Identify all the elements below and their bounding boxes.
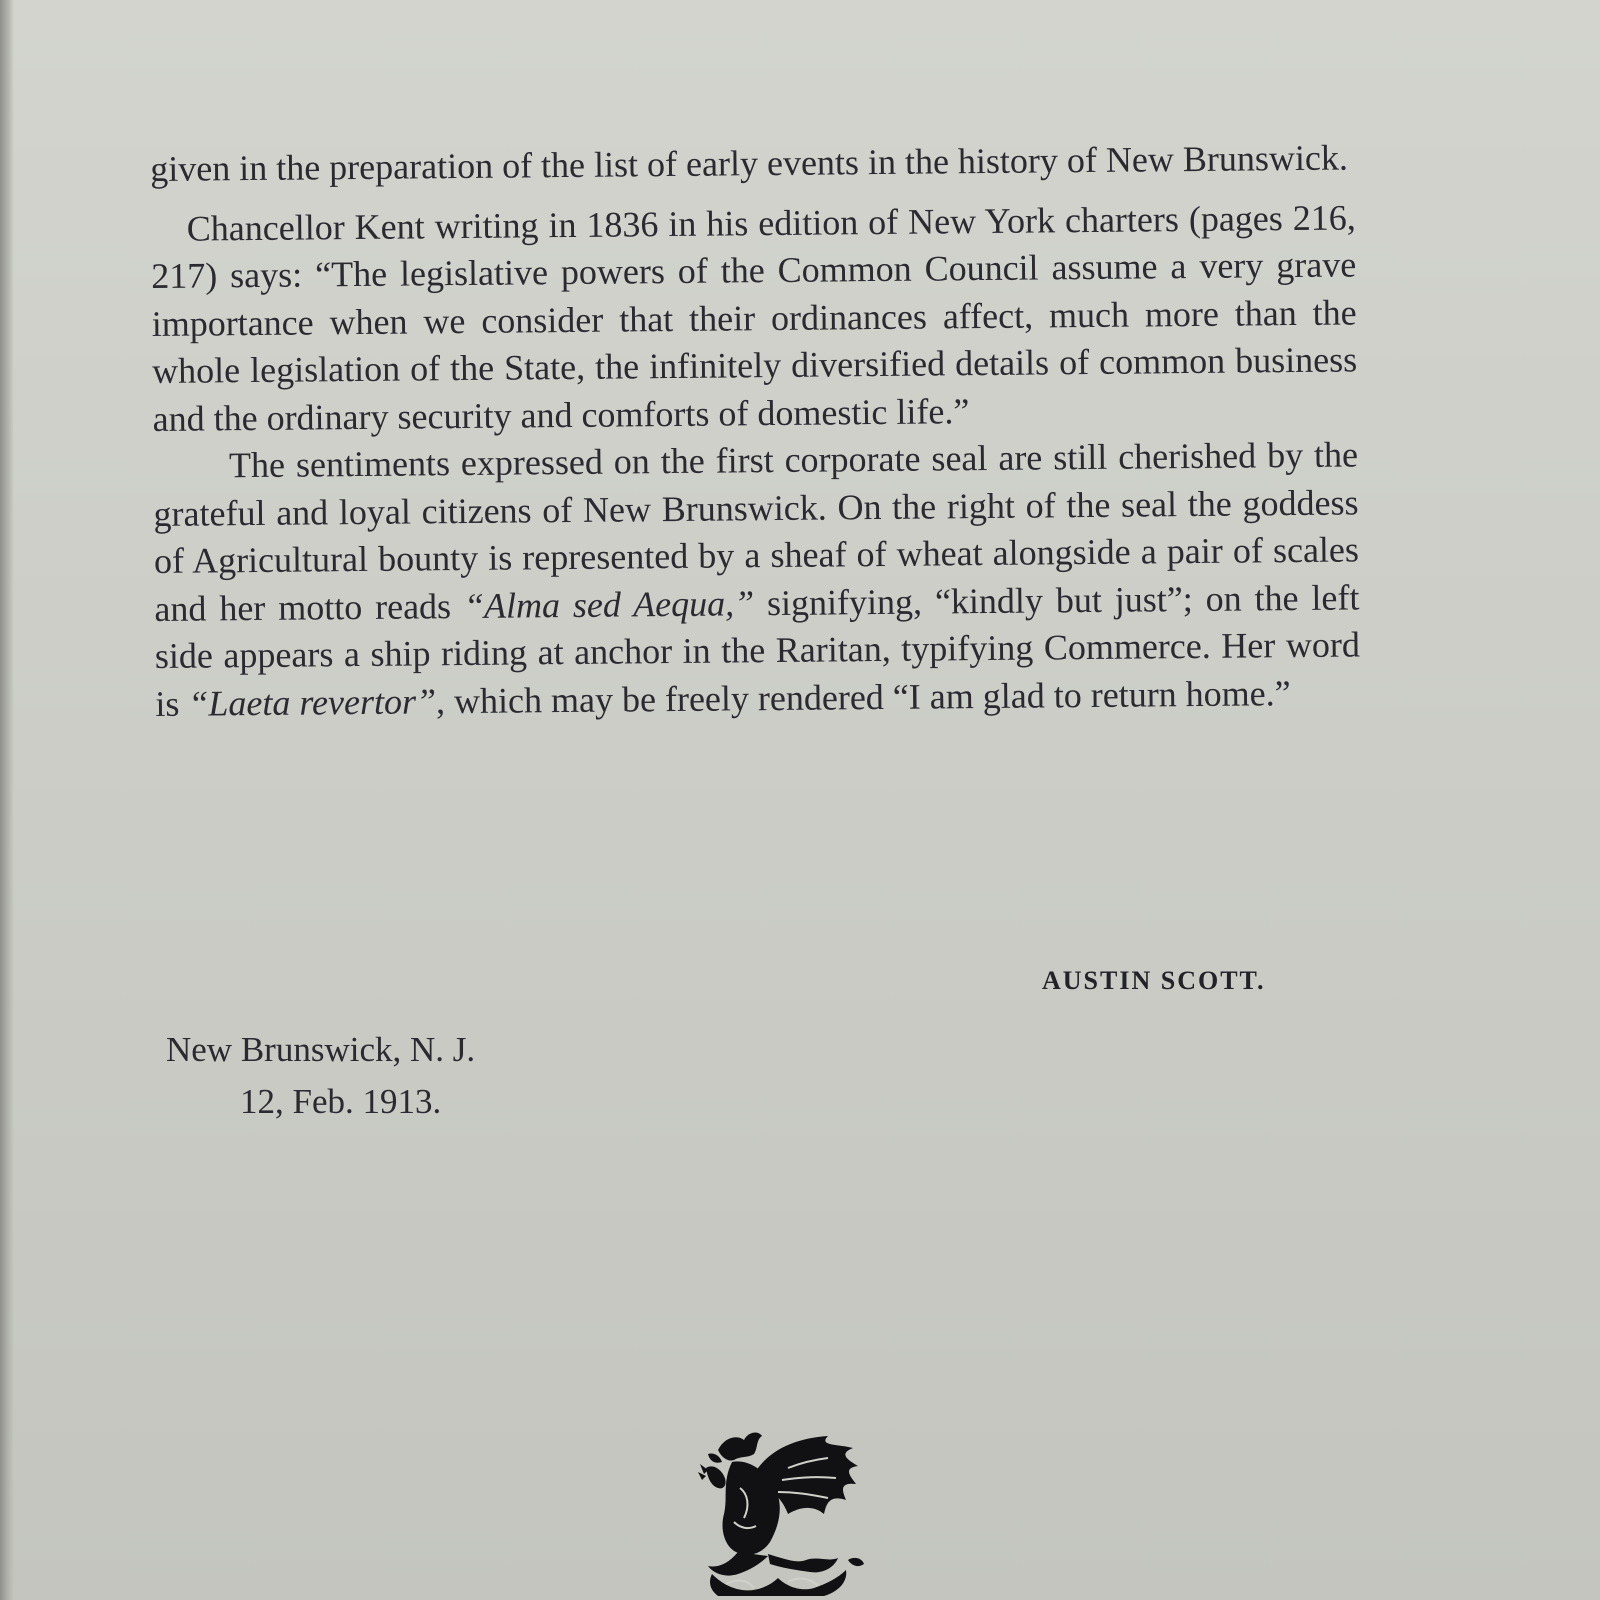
paragraph-3-part-3: , which may be freely rendered “I am glad to return home.” — [435, 672, 1291, 721]
paragraph-2: Chancellor Kent writing in 1836 in his edition of New York charters (pages 216, 217) says: “The legislative powers of the Common Council assume a very grave importance when we consider that their ordinances affect, much more than the whole legislation of the State, the infinitely diversified details of common business and the ordinary security and comforts of domestic life.” — [151, 196, 1358, 439]
body-text — [150, 134, 1361, 728]
paragraph-3-part-2: signifying, “kindly but just”; on the left side appears a ship riding at anchor in the Raritan, typifying Commerce. Her word is — [154, 576, 1361, 724]
place-line: New Brunswick, N. J. — [166, 1030, 476, 1069]
motto-laeta-revertor: “Laeta revertor” — [188, 680, 437, 724]
motto-alma-sed-aequa: “Alma sed Aequa,” — [463, 582, 755, 626]
griffin-emblem-icon — [678, 1428, 868, 1600]
page-edge-shadow — [0, 0, 14, 1600]
paragraph-1: given in the preparation of the list of early events in the history of New Brunswick. — [150, 137, 1349, 189]
paragraph-3-part-1: The sentiments expressed on the first corporate seal are still cherished by the grateful and loyal citizens of New Brunswick. On the right of the seal the goddess of Agricultural bounty is represented by a sheaf of wheat alongside a pair of scales and her motto reads — [153, 434, 1360, 629]
date-line: 12, Feb. 1913. — [240, 1082, 442, 1121]
paragraph-3 — [153, 431, 1361, 728]
author-signature: AUSTIN SCOTT. — [1042, 966, 1266, 995]
